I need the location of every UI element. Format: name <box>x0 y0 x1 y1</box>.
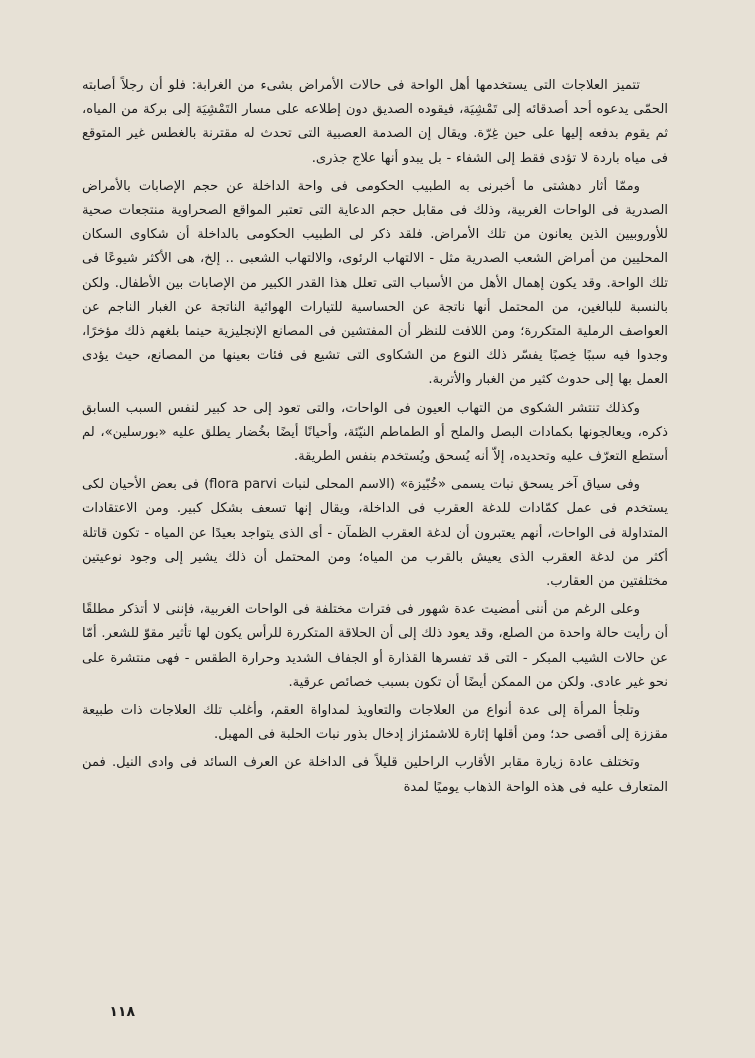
body-text <box>82 74 668 804</box>
paragraph: وكذلك تنتشر الشكوى من التهاب العيون فى الواحات، والتى تعود إلى حد كبير لنفس السبب السابق ذكره، ويعالجونها بكمادات البصل والملح أو الطماطم النيّئة، وأحيانًا أيضًا بخُضار يطلق عليه «بورسلين»، لم أستطع التعرّف عليه وتحديده، إلاّ أنه يُسحق ويُستخدم بنفس الطريقة. <box>82 400 668 465</box>
paragraph: وتختلف عادة زيارة مقابر الأقارب الراحلين قليلاً فى الداخلة عن العرف السائد فى وادى النيل. فمن المتعارف عليه فى هذه الواحة الذهاب يوميًا لمدة <box>82 755 668 795</box>
paragraph: وعلى الرغم من أننى أمضيت عدة شهور فى فترات مختلفة فى الواحات الغربية، فإننى لا أتذكر مطلقًا أن رأيت حالة واحدة من الصلع، وقد يعود ذلك إلى أن الحلاقة المتكررة للرأس يكون لها تأثير مقوّ للشعر. أمّا عن حالات الشيب المبكر - التى قد تفسرها القذارة أو الجفاف الشديد وحرارة الطقس - فهى منتشرة على نحو غير عادى. ولكن من الممكن أيضًا أن تكون بسبب خصائص عرقية. <box>82 602 668 690</box>
paragraph: وفى سياق آخر يسحق نبات يسمى «خُبّيزة» (الاسم المحلى لنبات flora parvi) فى بعض الأحيان لكى يستخدم فى عمل كمّادات للدغة العقرب فى الداخلة، ويقال إنها تسعف بشكل كبير. ومن الاعتقادات المتداولة فى الواحات، أنهم يعتبرون أن لدغة العقرب الظمآن - أى الذى يتواجد بعيدًا عن المياه - تكون قاتلة أكثر من لدغة العقرب الذى يعيش بالقرب من المياه؛ ومن المحتمل أن ذلك يشير إلى وجود نوعيتين مختلفتين من العقارب. <box>82 477 668 590</box>
paragraph: وممّا أثار دهشتى ما أخبرنى به الطبيب الحكومى فى واحة الداخلة عن حجم الإصابات بالأمراض الصدرية فى الواحات الغربية، وذلك فى مقابل حجم الدعاية التى تعتبر المواقع الصحراوية منتجعات صحية للأوروبيين الذين يعانون من تلك الأمراض. فلقد ذكر لى الطبيب الحكومى بالداخلة أن شكاوى السكان المحليين من أمراض الشعب الصدرية مثل - الالتهاب الرئوى، والالتهاب الشعبى .. إلخ، هى الأكثر شيوعًا فى تلك الواحة. وقد يكون إهمال الأهل من الأسباب التى تعلل هذا القدر الكبير من الإصابات بين الأطفال. ولكن بالنسبة للبالغين، من المحتمل أنها ناتجة عن الحساسية للتيارات الهوائية الناتجة عن الغبار الناجم عن العواصف الرملية المتكررة؛ ومن اللافت للنظر أن المفتشين فى المصانع الإنجليزية حينما بلغهم ذلك مؤخرًا، وجدوا فيه سببًا خِصبًا يفسّر ذلك النوع من الشكاوى التى تشيع فى فئات بعينها من المصانع، حيث يؤدى العمل بها إلى حدوث كثير من الغبار والأتربة. <box>82 178 668 388</box>
paragraph: تتميز العلاجات التى يستخدمها أهل الواحة فى حالات الأمراض بشىء من الغرابة: فلو أن رجلاً أصابته الحمّى يدعوه أحد أصدقائه إلى تَمْشِيَة، فيقوده الصديق دون إطلاعه على مسار التَمْشِيَة إلى بركة من المياه، ثم يقوم بدفعه إليها على حين غِرّة. ويقال إن الصدمة العصبية التى تحدث له مقترنة بالغطس غير المتوقع فى مياه باردة لا تؤدى فقط إلى الشفاء - بل يبدو أنها علاج جذرى. <box>82 78 668 166</box>
paragraph: وتلجأ المرأة إلى عدة أنواع من العلاجات والتعاويذ لمداواة العقم، وأغلب تلك العلاجات ذات طبيعة مقززة إلى أقصى حد؛ ومن أقلها إثارة للاشمئزاز إدخال بذور نبات الحلبة فى المهبل. <box>82 703 668 743</box>
page-number: ١١٨ <box>109 1004 135 1020</box>
